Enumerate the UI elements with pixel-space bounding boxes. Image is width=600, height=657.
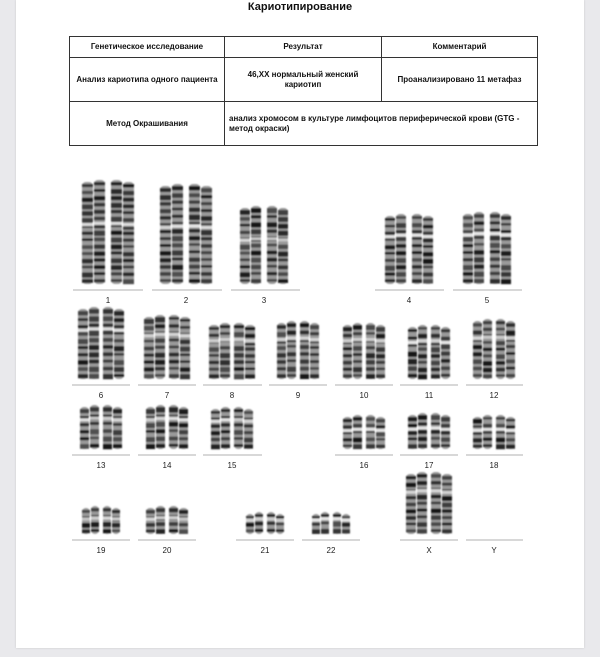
chromosome-label-11: 11 bbox=[424, 391, 434, 400]
result-cell: 46,XX нормальный женский кариотип bbox=[225, 58, 382, 102]
chromosome-pair-1 bbox=[81, 180, 135, 284]
chromosome-label-20: 20 bbox=[162, 546, 172, 555]
chromosome-label-x: X bbox=[426, 546, 432, 555]
chromosome-pair-8 bbox=[208, 323, 256, 379]
chromosome-pair-7 bbox=[143, 315, 191, 379]
chromosome-label-21: 21 bbox=[260, 546, 270, 555]
chromosome-pair-22 bbox=[311, 512, 351, 534]
chromosome-label-18: 18 bbox=[489, 461, 499, 470]
chromosome-pair-15 bbox=[210, 407, 254, 449]
test-name-cell: Анализ кариотипа одного пациента bbox=[70, 58, 225, 102]
chromosome-pair-6 bbox=[77, 307, 125, 379]
chromosome-label-2: 2 bbox=[183, 296, 189, 305]
chromosome-label-13: 13 bbox=[96, 461, 106, 470]
chromosome-pair-20 bbox=[145, 506, 189, 534]
chromosome-label-7: 7 bbox=[164, 391, 170, 400]
header-genetic-test: Генетическое исследование bbox=[70, 37, 225, 58]
chromosome-pair-17 bbox=[407, 413, 451, 449]
chromosome-pair-12 bbox=[472, 319, 516, 379]
chromosome-pair-10 bbox=[342, 323, 386, 379]
header-result: Результат bbox=[225, 37, 382, 58]
chromosome-label-y: Y bbox=[491, 546, 497, 555]
chromosome-label-1: 1 bbox=[105, 296, 111, 305]
chromosome-label-9: 9 bbox=[295, 391, 301, 400]
chromosome-label-19: 19 bbox=[96, 546, 106, 555]
chromosome-label-3: 3 bbox=[261, 296, 267, 305]
chromosome-pair-9 bbox=[276, 321, 320, 379]
chromosome-pair-11 bbox=[407, 325, 451, 379]
chromosome-pair-18 bbox=[472, 415, 516, 449]
chromosome-pair-13 bbox=[79, 405, 123, 449]
chromosome-pair-x bbox=[405, 472, 453, 534]
header-comment: Комментарий bbox=[382, 37, 538, 58]
chromosome-label-17: 17 bbox=[424, 461, 434, 470]
chromosome-pair-2 bbox=[159, 184, 213, 284]
chromosome-pair-19 bbox=[81, 506, 121, 534]
chromosome-label-8: 8 bbox=[229, 391, 235, 400]
chromosome-label-12: 12 bbox=[489, 391, 499, 400]
chromosome-label-22: 22 bbox=[326, 546, 336, 555]
chromosome-label-4: 4 bbox=[406, 296, 412, 305]
chromosome-label-6: 6 bbox=[98, 391, 104, 400]
chromosome-label-5: 5 bbox=[484, 296, 490, 305]
chromosome-pair-3 bbox=[239, 206, 289, 284]
comment-cell: Проанализировано 11 метафаз bbox=[382, 58, 538, 102]
chromosome-label-16: 16 bbox=[359, 461, 369, 470]
chromosome-pair-21 bbox=[245, 512, 285, 534]
page-title: Кариотипирование bbox=[247, 1, 353, 13]
staining-method-label: Метод Окрашивания bbox=[70, 102, 225, 146]
chromosome-pair-16 bbox=[342, 415, 386, 449]
chromosome-label-15: 15 bbox=[227, 461, 237, 470]
chromosome-label-14: 14 bbox=[162, 461, 172, 470]
chromosome-label-10: 10 bbox=[359, 391, 369, 400]
staining-method-value: анализ хромосом в культуре лимфоцитов периферической крови (GTG - метод окраски) bbox=[225, 102, 538, 146]
chromosome-pair-5 bbox=[462, 212, 512, 284]
chromosome-pair-14 bbox=[145, 405, 189, 449]
chromosome-pair-4 bbox=[384, 214, 434, 284]
